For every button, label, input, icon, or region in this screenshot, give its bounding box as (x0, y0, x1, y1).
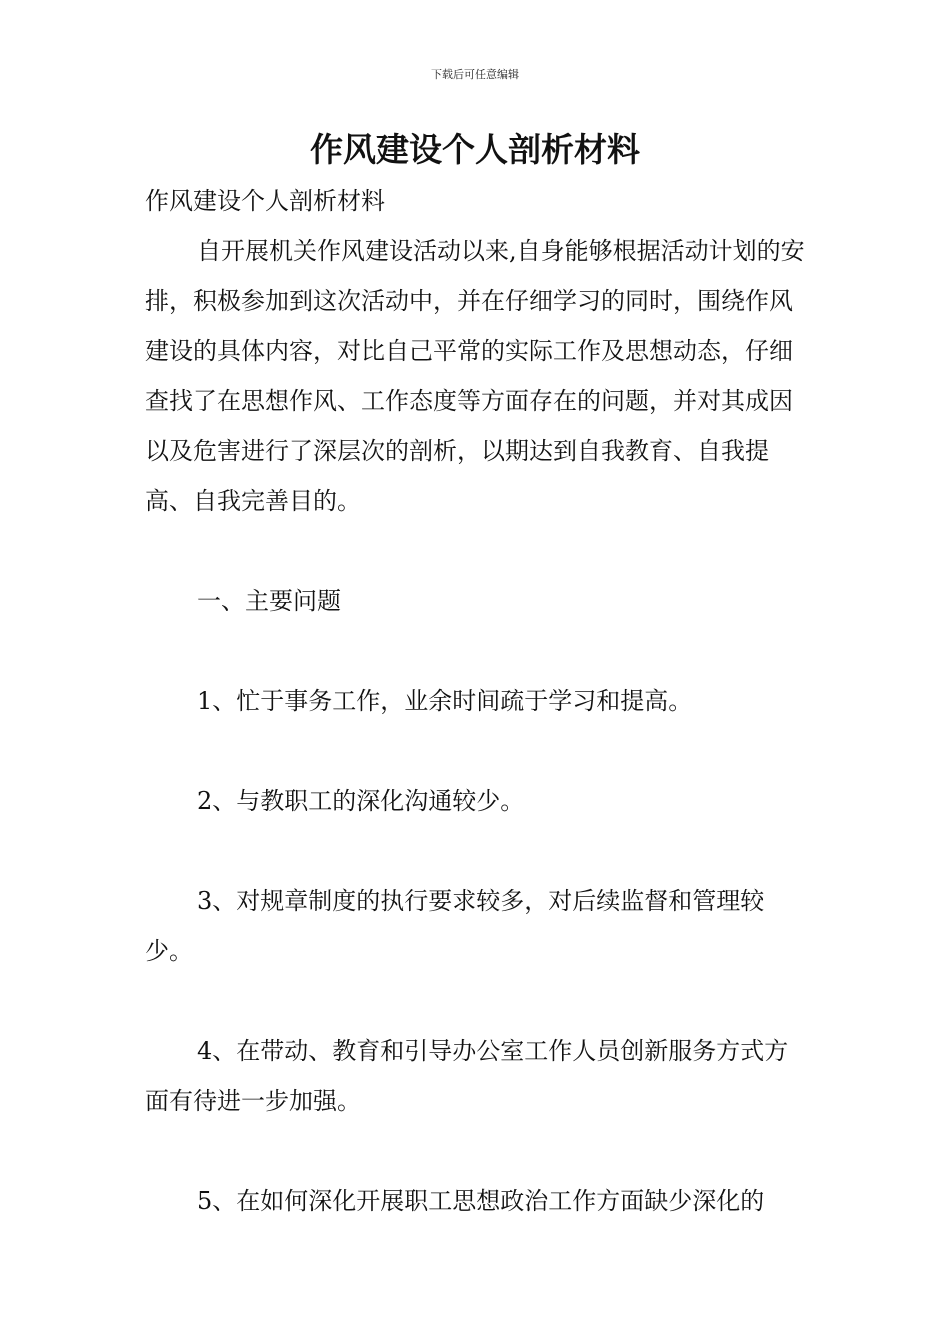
document-body (145, 176, 810, 1226)
problem-item-5: 5、在如何深化开展职工思想政治工作方面缺少深化的 (197, 1187, 765, 1215)
problem-item-3: 3、对规章制度的执行要求较多，对后续监督和管理较少。 (145, 887, 765, 965)
document-subtitle: 作风建设个人剖析材料 (145, 187, 385, 215)
header-note: 下载后可任意编辑 (431, 68, 519, 81)
problem-item-1: 1、忙于事务工作，业余时间疏于学习和提高。 (197, 687, 693, 715)
problem-item-2: 2、与教职工的深化沟通较少。 (197, 787, 525, 815)
intro-paragraph: 自开展机关作风建设活动以来,自身能够根据活动计划的安排，积极参加到这次活动中，并在仔细学习的同时，围绕作风建设的具体内容，对比自己平常的实际工作及思想动态，仔细查找了在思想作风、工作态度等方面存在的问题，并对其成因以及危害进行了深层次的剖析，以期达到自我教育、自我提高、自我完善目的。 (145, 237, 805, 515)
document-title: 作风建设个人剖析材料 (310, 130, 640, 169)
section-heading: 一、主要问题 (197, 587, 341, 615)
problem-item-4: 4、在带动、教育和引导办公室工作人员创新服务方式方面有待进一步加强。 (145, 1037, 789, 1115)
